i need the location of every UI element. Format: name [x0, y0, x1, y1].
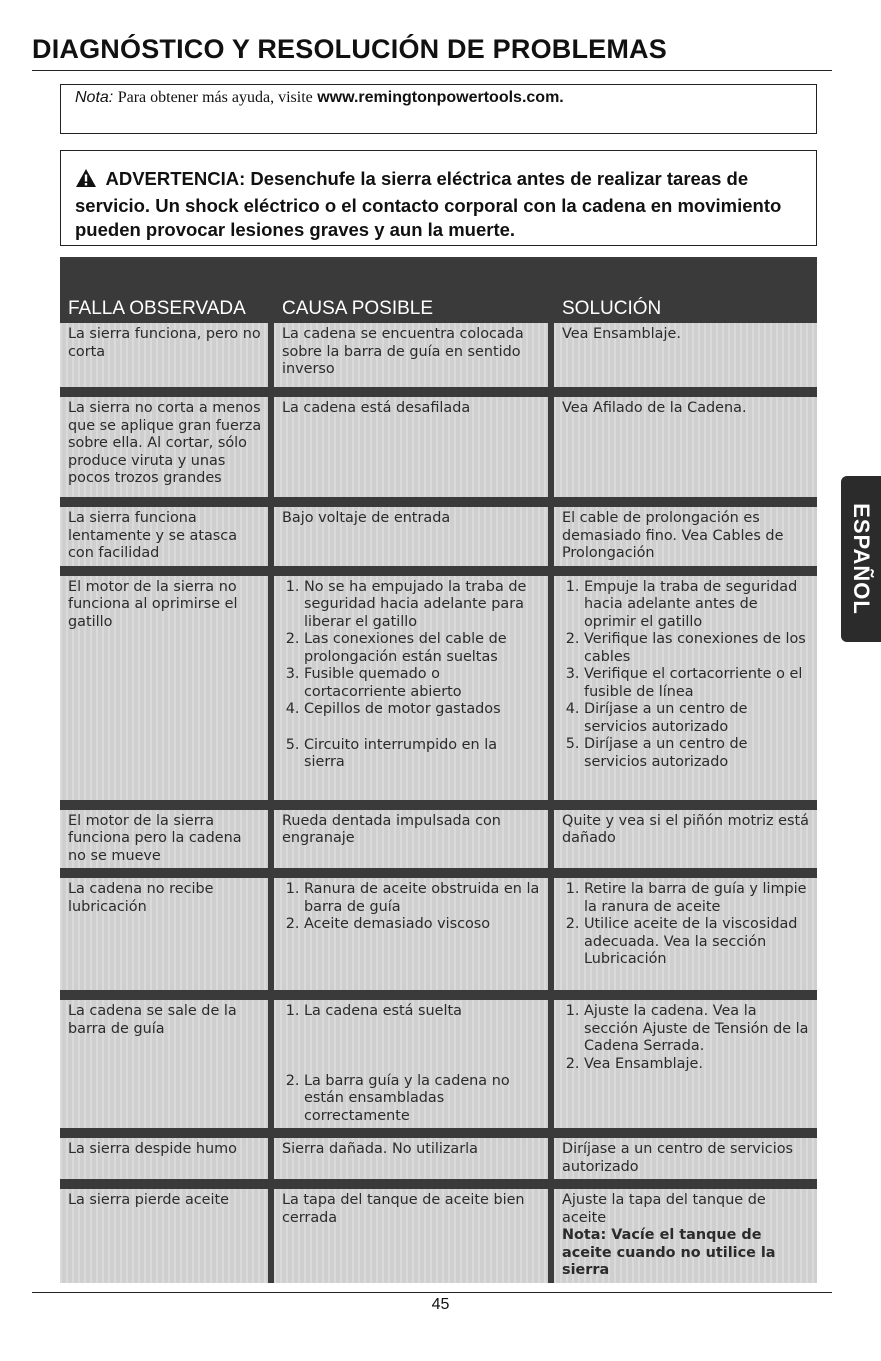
- table-row: [60, 878, 817, 1000]
- causa-cell: Rueda dentada impulsada con engranaje: [274, 810, 554, 879]
- causa-item: 3. Fusible quemado o cortacorriente abierto: [304, 666, 542, 701]
- solucion-cell: [554, 878, 817, 1000]
- causa-item: 1. No se ha empujado la traba de seguridad hacia adelante para liberar el gatillo: [304, 579, 542, 632]
- causa-cell: La cadena se encuentra colocada sobre la barra de guía en sentido inverso: [274, 323, 554, 397]
- table-row: [60, 1000, 817, 1138]
- column-header-causa: CAUSA POSIBLE: [282, 298, 434, 319]
- solucion-note: Nota: Vacíe el tanque de aceite cuando no utilice la sierra: [562, 1227, 776, 1278]
- causa-item: 1. La cadena está suelta: [304, 1003, 542, 1021]
- solucion-item: 1. Ajuste la cadena. Vea la sección Ajuste de Tensión de la Cadena Serrada.: [584, 1003, 811, 1056]
- page-number: 45: [431, 1296, 450, 1313]
- causa-cell: Bajo voltaje de entrada: [274, 507, 554, 576]
- causa-cell: La tapa del tanque de aceite bien cerrada: [274, 1189, 554, 1283]
- title-divider: [32, 70, 832, 71]
- solucion-item: 2. Utilice aceite de la viscosidad adecuada. Vea la sección Lubricación: [584, 916, 811, 969]
- causa-item: 1. Ranura de aceite obstruida en la barra de guía: [304, 881, 542, 916]
- troubleshooting-table: [60, 257, 817, 1278]
- solucion-cell: [554, 1189, 817, 1283]
- language-side-tab: [841, 476, 881, 642]
- column-header-falla: FALLA OBSERVADA: [68, 298, 246, 319]
- table-row: [60, 507, 817, 576]
- table-row: [60, 397, 817, 507]
- causa-item: 4. Cepillos de motor gastados: [304, 701, 542, 719]
- causa-cell: La cadena está desafilada: [274, 397, 554, 507]
- note-box: [60, 84, 817, 134]
- table-row: [60, 1138, 817, 1189]
- footer-divider: [32, 1292, 832, 1293]
- solucion-cell: Vea Ensamblaje.: [554, 323, 817, 397]
- causa-cell: [274, 1000, 554, 1138]
- solucion-item: 1. Empuje la traba de seguridad hacia adelante antes de oprimir el gatillo: [584, 579, 811, 632]
- solucion-item: 2. Vea Ensamblaje.: [584, 1056, 811, 1074]
- warning-text: Desenchufe la sierra eléctrica antes de realizar tareas de servicio. Un shock eléctrico o el contacto corporal con la cadena en movimiento pueden provocar lesiones graves y aun la muerte.: [75, 168, 782, 240]
- table-row: [60, 1189, 817, 1283]
- causa-item: 5. Circuito interrumpido en la sierra: [304, 737, 542, 772]
- website-link[interactable]: www.remingtonpowertools.com.: [317, 89, 564, 106]
- table-row: [60, 323, 817, 397]
- falla-cell: La cadena no recibe lubricación: [60, 878, 274, 1000]
- causa-cell: Sierra dañada. No utilizarla: [274, 1138, 554, 1189]
- causa-item: 2. Aceite demasiado viscoso: [304, 916, 542, 934]
- causa-item: 2. La barra guía y la cadena no están ensambladas correctamente: [304, 1073, 542, 1126]
- falla-cell: La sierra despide humo: [60, 1138, 274, 1189]
- causa-cell: [274, 576, 554, 810]
- solucion-cell: [554, 1000, 817, 1138]
- solucion-cell: [554, 576, 817, 810]
- falla-cell: El motor de la sierra no funciona al oprimirse el gatillo: [60, 576, 274, 810]
- solucion-item: 3. Verifique el cortacorriente o el fusible de línea: [584, 666, 811, 701]
- falla-cell: La cadena se sale de la barra de guía: [60, 1000, 274, 1138]
- table-row: [60, 576, 817, 810]
- falla-cell: La sierra funciona lentamente y se atasca con facilidad: [60, 507, 274, 576]
- note-text: Para obtener más ayuda, visite: [117, 89, 313, 106]
- table-row: [60, 810, 817, 879]
- warning-triangle-icon: [75, 168, 97, 194]
- causa-item: 2. Las conexiones del cable de prolongación están sueltas: [304, 631, 542, 666]
- column-header-solucion: SOLUCIÓN: [562, 298, 662, 319]
- solucion-item: 5. Diríjase a un centro de servicios autorizado: [584, 736, 811, 771]
- falla-cell: La sierra pierde aceite: [60, 1189, 274, 1283]
- falla-cell: La sierra no corta a menos que se aplique gran fuerza sobre ella. Al cortar, sólo produce viruta y unas pocos trozos grandes: [60, 397, 274, 507]
- solucion-cell: Vea Afilado de la Cadena.: [554, 397, 817, 507]
- page-title: DIAGNÓSTICO Y RESOLUCIÓN DE PROBLEMAS: [32, 34, 667, 64]
- solucion-item: 4. Diríjase a un centro de servicios autorizado: [584, 701, 811, 736]
- solucion-item: 1. Retire la barra de guía y limpie la ranura de aceite: [584, 881, 811, 916]
- falla-cell: La sierra funciona, pero no corta: [60, 323, 274, 397]
- solucion-text: Ajuste la tapa del tanque de aceite: [562, 1192, 766, 1226]
- solucion-item: 2. Verifique las conexiones de los cables: [584, 631, 811, 666]
- note-label: Nota:: [75, 89, 114, 106]
- warning-heading: ADVERTENCIA:: [105, 168, 246, 189]
- falla-cell: El motor de la sierra funciona pero la cadena no se mueve: [60, 810, 274, 879]
- warning-box: [60, 150, 817, 246]
- solucion-cell: El cable de prolongación es demasiado fino. Vea Cables de Prolongación: [554, 507, 817, 576]
- solucion-cell: Quite y vea si el piñón motriz está dañado: [554, 810, 817, 879]
- language-tab-label: ESPAÑOL: [849, 503, 874, 615]
- solucion-cell: Diríjase a un centro de servicios autorizado: [554, 1138, 817, 1189]
- causa-cell: [274, 878, 554, 1000]
